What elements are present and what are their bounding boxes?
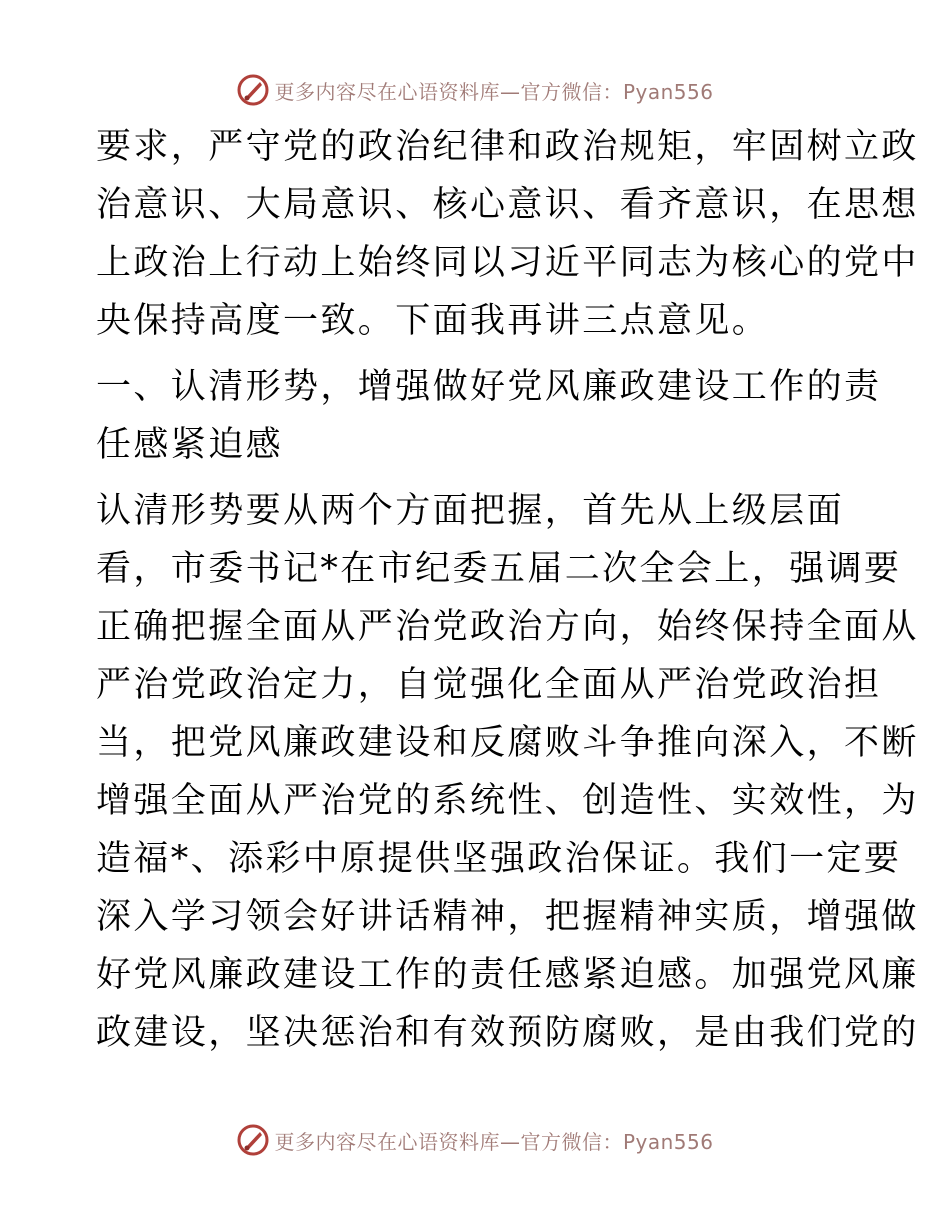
quill-circle-logo-icon (236, 1123, 270, 1157)
heading-line: 任感紧迫感 (96, 425, 284, 465)
text-line: 要求，严守党的政治纪律和政治规矩，牢固树立政 (96, 127, 919, 167)
paragraph-1 (96, 118, 919, 350)
text-line: 认清形势要从两个方面把握，首先从上级层面 (96, 491, 845, 531)
header-banner-text: 更多内容尽在心语资料库—官方微信：Pyan556 (274, 79, 714, 104)
text-line: 好党风廉政建设工作的责任感紧迫感。加强党风廉 (96, 955, 919, 995)
text-line: 增强全面从严治党的系统性、创造性、实效性，为 (96, 781, 919, 821)
quill-circle-logo-icon (236, 73, 270, 107)
text-line: 当，把党风廉政建设和反腐败斗争推向深入，不断 (96, 723, 919, 763)
text-line: 政建设，坚决惩治和有效预防腐败，是由我们党的 (96, 1013, 919, 1053)
header-watermark-banner (0, 70, 950, 110)
footer-watermark-banner (0, 1120, 950, 1160)
heading-line: 一、认清形势，增强做好党风廉政建设工作的责 (96, 367, 882, 407)
text-line: 深入学习领会好讲话精神，把握精神实质，增强做 (96, 897, 919, 937)
text-line: 正确把握全面从严治党政治方向，始终保持全面从 (96, 607, 919, 647)
text-line: 治意识、大局意识、核心意识、看齐意识，在思想 (96, 185, 919, 225)
document-body (96, 118, 919, 1062)
paragraph-2 (96, 482, 919, 1062)
text-line: 上政治上行动上始终同以习近平同志为核心的党中 (96, 243, 919, 283)
text-line: 央保持高度一致。下面我再讲三点意见。 (96, 301, 770, 341)
section-heading-1 (96, 358, 882, 474)
footer-banner-text: 更多内容尽在心语资料库—官方微信：Pyan556 (274, 1129, 714, 1154)
text-line: 看，市委书记*在市纪委五届二次全会上，强调要 (96, 549, 902, 589)
text-line: 造福*、添彩中原提供坚强政治保证。我们一定要 (96, 839, 902, 879)
text-line: 严治党政治定力，自觉强化全面从严治党政治担 (96, 665, 882, 705)
